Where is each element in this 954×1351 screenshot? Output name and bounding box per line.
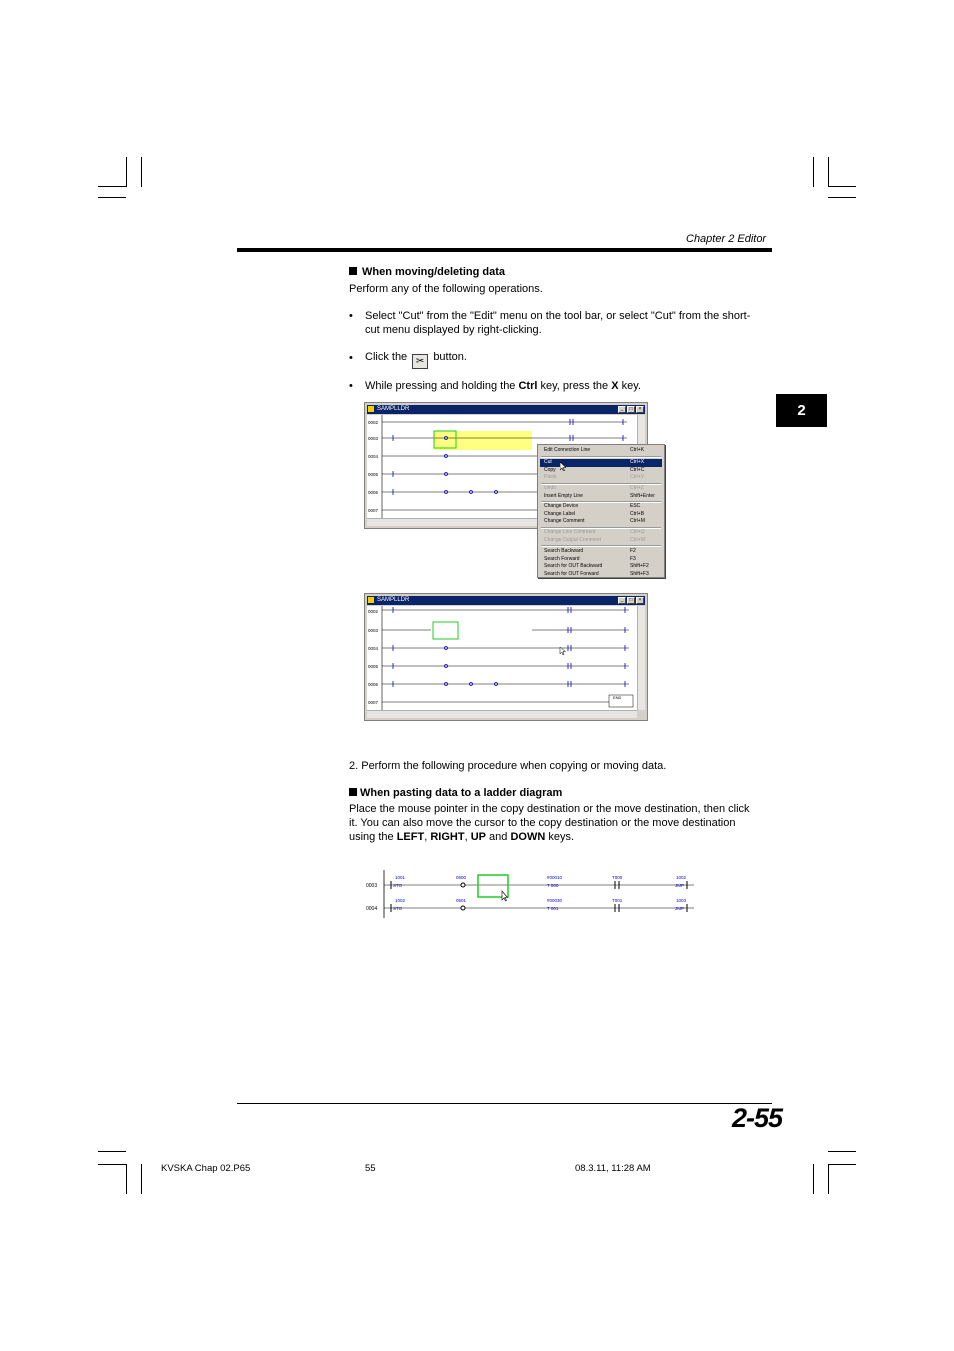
row-number: 0004: [368, 454, 379, 459]
row-number: 0003: [368, 436, 379, 441]
crop-mark: [828, 157, 829, 187]
menu-item-change-output-comment[interactable]: Change Output Comment Ctrl+W: [544, 536, 646, 543]
row-number: 0002: [368, 609, 379, 614]
menu-item-edit-connection-line[interactable]: Edit Connection Line Ctrl+K: [544, 447, 645, 453]
end-label: END: [613, 695, 622, 700]
square-bullet-icon: [349, 788, 357, 796]
minimize-button[interactable]: _: [618, 406, 626, 413]
crop-mark: [813, 157, 814, 187]
footer-date: 08.3.11, 11:28 AM: [575, 1163, 651, 1174]
maximize-button[interactable]: □: [627, 406, 635, 413]
row-number: 0003: [368, 628, 379, 633]
bullet-item: •: [349, 380, 353, 392]
ladder-window-after: [364, 593, 648, 721]
instruction-tag: STO: [393, 883, 403, 888]
row-number: 0004: [366, 906, 378, 912]
row-number: 0002: [368, 420, 379, 425]
menu-item-undo[interactable]: Undo Ctrl+Z: [544, 485, 644, 491]
ladder-diagram: [364, 870, 699, 920]
row-number: 0005: [368, 664, 379, 669]
paragraph: Place the mouse pointer in the copy destination or the move destination, then click it. You can also move the cursor to the copy destination or the move destination using the LEFT, RIGHT, UP and DOWN keys.: [349, 803, 750, 843]
menu-item-search-backward[interactable]: Search Backward F2: [544, 548, 636, 554]
device-label: T001: [612, 898, 623, 903]
crop-mark: [98, 1151, 126, 1152]
horizontal-scrollbar[interactable]: [367, 710, 637, 718]
menu-item-change-line-comment[interactable]: Change Line Comment Ctrl+Q: [544, 529, 645, 535]
row-number: 0005: [368, 472, 379, 477]
minimize-button[interactable]: _: [618, 597, 626, 604]
context-menu: [537, 444, 665, 578]
square-bullet-icon: [349, 267, 357, 275]
bullet-text: Select "Cut" from the "Edit" menu on the tool bar, or select "Cut" from the short- cut menu displayed by right-clicking.: [365, 310, 751, 336]
menu-item-cut[interactable]: Cut Ctrl+X: [540, 459, 662, 467]
menu-item-change-device[interactable]: Change Device ESC: [544, 503, 641, 509]
window-title: SAMPLLDR: [377, 406, 410, 412]
crop-mark: [141, 157, 142, 187]
device-label: 0501: [456, 898, 467, 903]
crop-mark: [126, 157, 127, 187]
crop-mark: [828, 1151, 856, 1152]
app-icon: [368, 597, 374, 603]
row-number: 0006: [368, 682, 379, 687]
header-rule: [237, 248, 772, 252]
device-label: T000: [612, 875, 623, 880]
device-label: #00030: [547, 898, 563, 903]
row-number: 0007: [368, 700, 379, 705]
vertical-scrollbar[interactable]: [637, 606, 645, 710]
menu-item-search-out-forward[interactable]: Search for OUT Forward Shift+F3: [544, 570, 649, 577]
menu-item-search-out-backward[interactable]: Search for OUT Backward Shift+F2: [544, 563, 649, 569]
step-text: 2. Perform the following procedure when copying or moving data.: [349, 760, 667, 772]
menu-item-copy[interactable]: Copy Ctrl+C: [544, 466, 645, 473]
chapter-tab: 2: [776, 394, 827, 427]
menu-separator: [541, 456, 661, 458]
row-number: 0006: [368, 490, 379, 495]
footer-filename: KVSKA Chap 02.P65: [161, 1163, 251, 1174]
bullet-text: While pressing and holding the Ctrl key, press the X key.: [365, 380, 641, 392]
row-number: 0003: [366, 883, 378, 889]
chapter-header: Chapter 2 Editor: [686, 233, 767, 245]
menu-item-change-comment[interactable]: Change Comment Ctrl+M: [544, 518, 645, 524]
crop-mark: [98, 186, 126, 187]
device-label: 1002: [395, 898, 406, 903]
mouse-pointer-icon: [502, 891, 508, 901]
close-button[interactable]: ×: [636, 406, 644, 413]
bullet-item: •: [349, 310, 353, 322]
crop-mark: [813, 1164, 814, 1194]
crop-mark: [141, 1164, 142, 1194]
section-heading: When moving/deleting data: [349, 265, 505, 279]
instruction-tag: JMP: [675, 906, 684, 911]
instruction-tag: T 001: [547, 906, 559, 911]
footer-rule: [237, 1103, 772, 1104]
device-label: 0500: [456, 875, 467, 880]
device-label: 1002: [676, 875, 687, 880]
crop-mark: [126, 1164, 127, 1194]
window-title: SAMPLLDR: [377, 597, 410, 603]
page-number: 2-55: [732, 1103, 783, 1133]
title-bar: [367, 405, 645, 414]
crop-mark: [828, 1164, 829, 1194]
device-label: #00010: [547, 875, 563, 880]
intro-text: Perform any of the following operations.: [349, 283, 543, 295]
menu-item-insert-empty-line[interactable]: Insert Empty Line Shift+Enter: [544, 492, 655, 499]
instruction-tag: STO: [393, 906, 403, 911]
close-button[interactable]: ×: [636, 597, 644, 604]
crop-mark: [828, 197, 856, 198]
section-heading: When pasting data to a ladder diagram: [349, 786, 562, 800]
crop-mark: [828, 186, 856, 187]
cut-button-icon[interactable]: ✂: [412, 354, 428, 369]
ladder-area[interactable]: [367, 606, 637, 710]
title-bar: [367, 596, 645, 605]
menu-separator: [541, 545, 661, 547]
menu-item-paste[interactable]: Paste Ctrl+V: [544, 474, 645, 480]
maximize-button[interactable]: □: [627, 597, 635, 604]
menu-item-change-label[interactable]: Change Label Ctrl+B: [544, 510, 645, 517]
instruction-tag: T 000: [547, 883, 559, 888]
bullet-text: Click the ✂ button.: [365, 351, 467, 367]
device-label: 1001: [395, 875, 406, 880]
crop-mark: [98, 197, 126, 198]
menu-item-search-forward[interactable]: Search Forward F3: [544, 555, 636, 562]
crop-mark: [98, 1164, 126, 1165]
instruction-tag: JMP: [675, 883, 684, 888]
device-label: 1003: [676, 898, 687, 903]
row-number: 0007: [368, 508, 379, 513]
crop-mark: [828, 1164, 856, 1165]
mouse-pointer-icon: [560, 462, 566, 471]
row-number: 0004: [368, 646, 379, 651]
footer-page: 55: [365, 1163, 376, 1174]
bullet-item: •: [349, 352, 353, 364]
app-icon: [368, 406, 374, 412]
